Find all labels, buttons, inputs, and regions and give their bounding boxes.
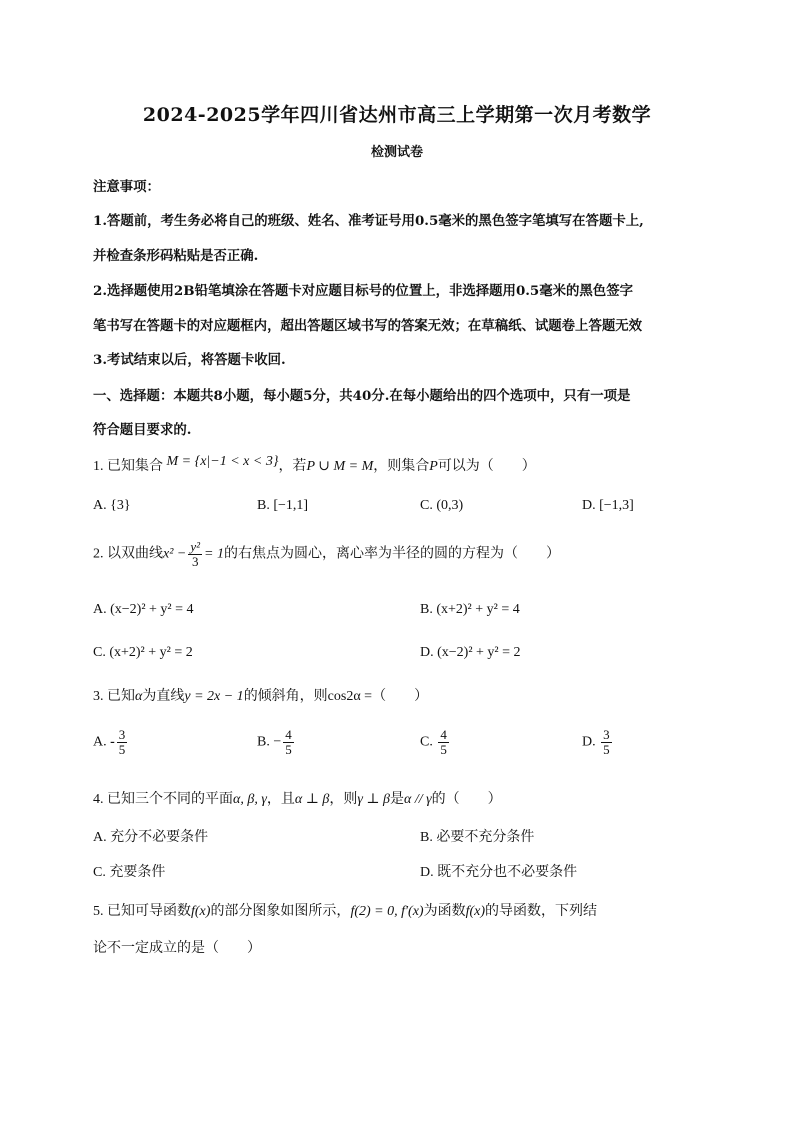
q4-text-d: 是 — [390, 792, 404, 807]
q4-planes: α, β, γ — [233, 792, 267, 807]
q3-option-c — [420, 728, 451, 756]
q3-alpha: α — [135, 689, 143, 704]
q3-option-d — [582, 728, 614, 756]
q3-text-a: 3. 已知 — [93, 689, 135, 704]
notice-heading: 注意事项： — [93, 179, 160, 195]
q3-option-b-sign: − — [273, 734, 282, 750]
page-subtitle: 检测试卷 — [370, 145, 423, 160]
q3-option-d-fraction — [601, 728, 612, 756]
q4-text-b: ，且 — [266, 792, 295, 807]
q2-fraction — [188, 540, 202, 568]
q3-option-a-numerator: 3 — [118, 727, 126, 742]
q1-option-d: D. [−1,3] — [582, 498, 634, 513]
q1-condition: P ∪ M = M — [306, 459, 374, 474]
q1-text-b: ，若 — [278, 459, 307, 474]
q3-option-c-denominator: 5 — [440, 741, 447, 757]
q3-option-a — [93, 728, 129, 756]
q3-option-c-numerator: 4 — [440, 727, 447, 742]
notice-item-3: 3.考试结束以后，将答题卡收回. — [93, 352, 286, 368]
q2-text-b: 的右焦点为圆心，离心率为半径的圆的方程为（ ） — [223, 546, 560, 562]
q1-option-b: B. [−1,1] — [257, 498, 309, 513]
q4-condition-2: γ ⊥ β — [357, 792, 390, 807]
q4-option-a: A. 充分不必要条件 — [93, 830, 209, 845]
section-1-intro-line-2: 符合题目要求的. — [93, 422, 192, 438]
q2-option-d: D. (x−2)² + y² = 2 — [420, 645, 521, 660]
q5-function-2: f(x) — [465, 904, 486, 919]
q3-option-b-fraction — [283, 728, 294, 756]
q3-option-d-numerator: 3 — [603, 727, 610, 742]
q5-text-a: 5. 已知可导函数 — [93, 904, 191, 919]
question-3-stem — [93, 685, 713, 705]
q3-option-a-fraction — [117, 728, 128, 756]
q5-condition: f(2) = 0, f′(x) — [350, 904, 424, 919]
q4-text-a: 4. 已知三个不同的平面 — [93, 792, 233, 807]
q1-text-d: 可以为（ ） — [437, 459, 536, 474]
q1-text-a: 1. 已知集合 — [93, 459, 163, 474]
q2-x-squared: x² − — [163, 546, 187, 562]
q2-fraction-numerator: y² — [190, 539, 201, 554]
q5-text-b: 的部分图象如图所示， — [210, 904, 351, 919]
q3-option-d-label: D. — [582, 734, 596, 750]
q3-option-a-label: A. — [93, 734, 107, 750]
q5-text-c: 为函数 — [423, 904, 466, 919]
q4-option-b: B. 必要不充分条件 — [420, 830, 535, 845]
q4-text-e: 的（ ） — [431, 792, 502, 807]
q3-text-b: 为直线 — [142, 689, 185, 704]
page-title: 2024-2025学年四川省达州市高三上学期第一次月考数学 — [142, 104, 652, 126]
notice-item-2-line-2: 笔书写在答题卡的对应题框内，超出答题区域书写的答案无效；在草稿纸、试题卷上答题无效 — [93, 318, 643, 334]
q4-option-d: D. 既不充分也不必要条件 — [420, 865, 578, 880]
q3-option-b-denominator: 5 — [285, 741, 292, 757]
q3-option-a-denominator: 5 — [118, 741, 126, 757]
notice-item-1-line-2: 并检查条形码粘贴是否正确. — [93, 248, 259, 264]
q5-text-d: 的导函数，下列结 — [485, 904, 598, 919]
q3-option-a-sign: - — [110, 734, 115, 750]
q3-option-b-numerator: 4 — [285, 727, 292, 742]
q3-option-b-label: B. — [257, 734, 270, 750]
q3-option-c-fraction — [438, 728, 449, 756]
notice-item-2-line-1: 2.选择题使用2B铅笔填涂在答题卡对应题目标号的位置上，非选择题用0.5毫米的黑色签字 — [93, 283, 633, 299]
q4-option-c: C. 充要条件 — [93, 865, 166, 880]
question-5-stem-line-1 — [93, 900, 713, 920]
q1-text-c: ，则集合 — [373, 459, 430, 474]
q1-option-c: C. (0,3) — [420, 498, 464, 513]
question-5-stem-line-2: 论不一定成立的是（ ） — [93, 941, 261, 956]
q2-equals-one: = 1 — [204, 546, 224, 562]
q2-text-a: 2. 以双曲线 — [93, 546, 163, 562]
section-1-intro-line-1: 一、选择题：本题共8小题，每小题5分，共40分.在每小题给出的四个选项中，只有一项是 — [93, 388, 631, 404]
question-1-stem — [93, 455, 713, 475]
q1-set-p: P — [429, 459, 438, 474]
notice-item-1-line-1: 1.答题前，考生务必将自己的班级、姓名、准考证号用0.5毫米的黑色签字笔填写在答题卡上, — [93, 213, 644, 229]
q3-option-c-label: C. — [420, 734, 433, 750]
q2-option-c: C. (x+2)² + y² = 2 — [93, 645, 193, 660]
q4-text-c: ，则 — [329, 792, 358, 807]
q1-option-a: A. {3} — [93, 498, 131, 513]
q2-option-a: A. (x−2)² + y² = 4 — [93, 602, 194, 617]
q3-line-equation: y = 2x − 1 — [184, 689, 244, 704]
q3-option-d-denominator: 5 — [603, 741, 610, 757]
q3-option-b — [257, 728, 296, 756]
q3-text-c: 的倾斜角，则cos2α =（ ） — [243, 689, 429, 704]
q5-function: f(x) — [191, 904, 211, 919]
question-4-stem — [93, 788, 713, 808]
q1-set-m: M = {x|−1 < x < 3} — [166, 454, 279, 469]
q4-condition-1: α ⊥ β — [294, 792, 330, 807]
q2-option-b: B. (x+2)² + y² = 4 — [420, 602, 520, 617]
question-2-stem — [93, 540, 713, 568]
q4-condition-3: α // γ — [404, 792, 432, 807]
q2-fraction-denominator: 3 — [191, 553, 199, 569]
